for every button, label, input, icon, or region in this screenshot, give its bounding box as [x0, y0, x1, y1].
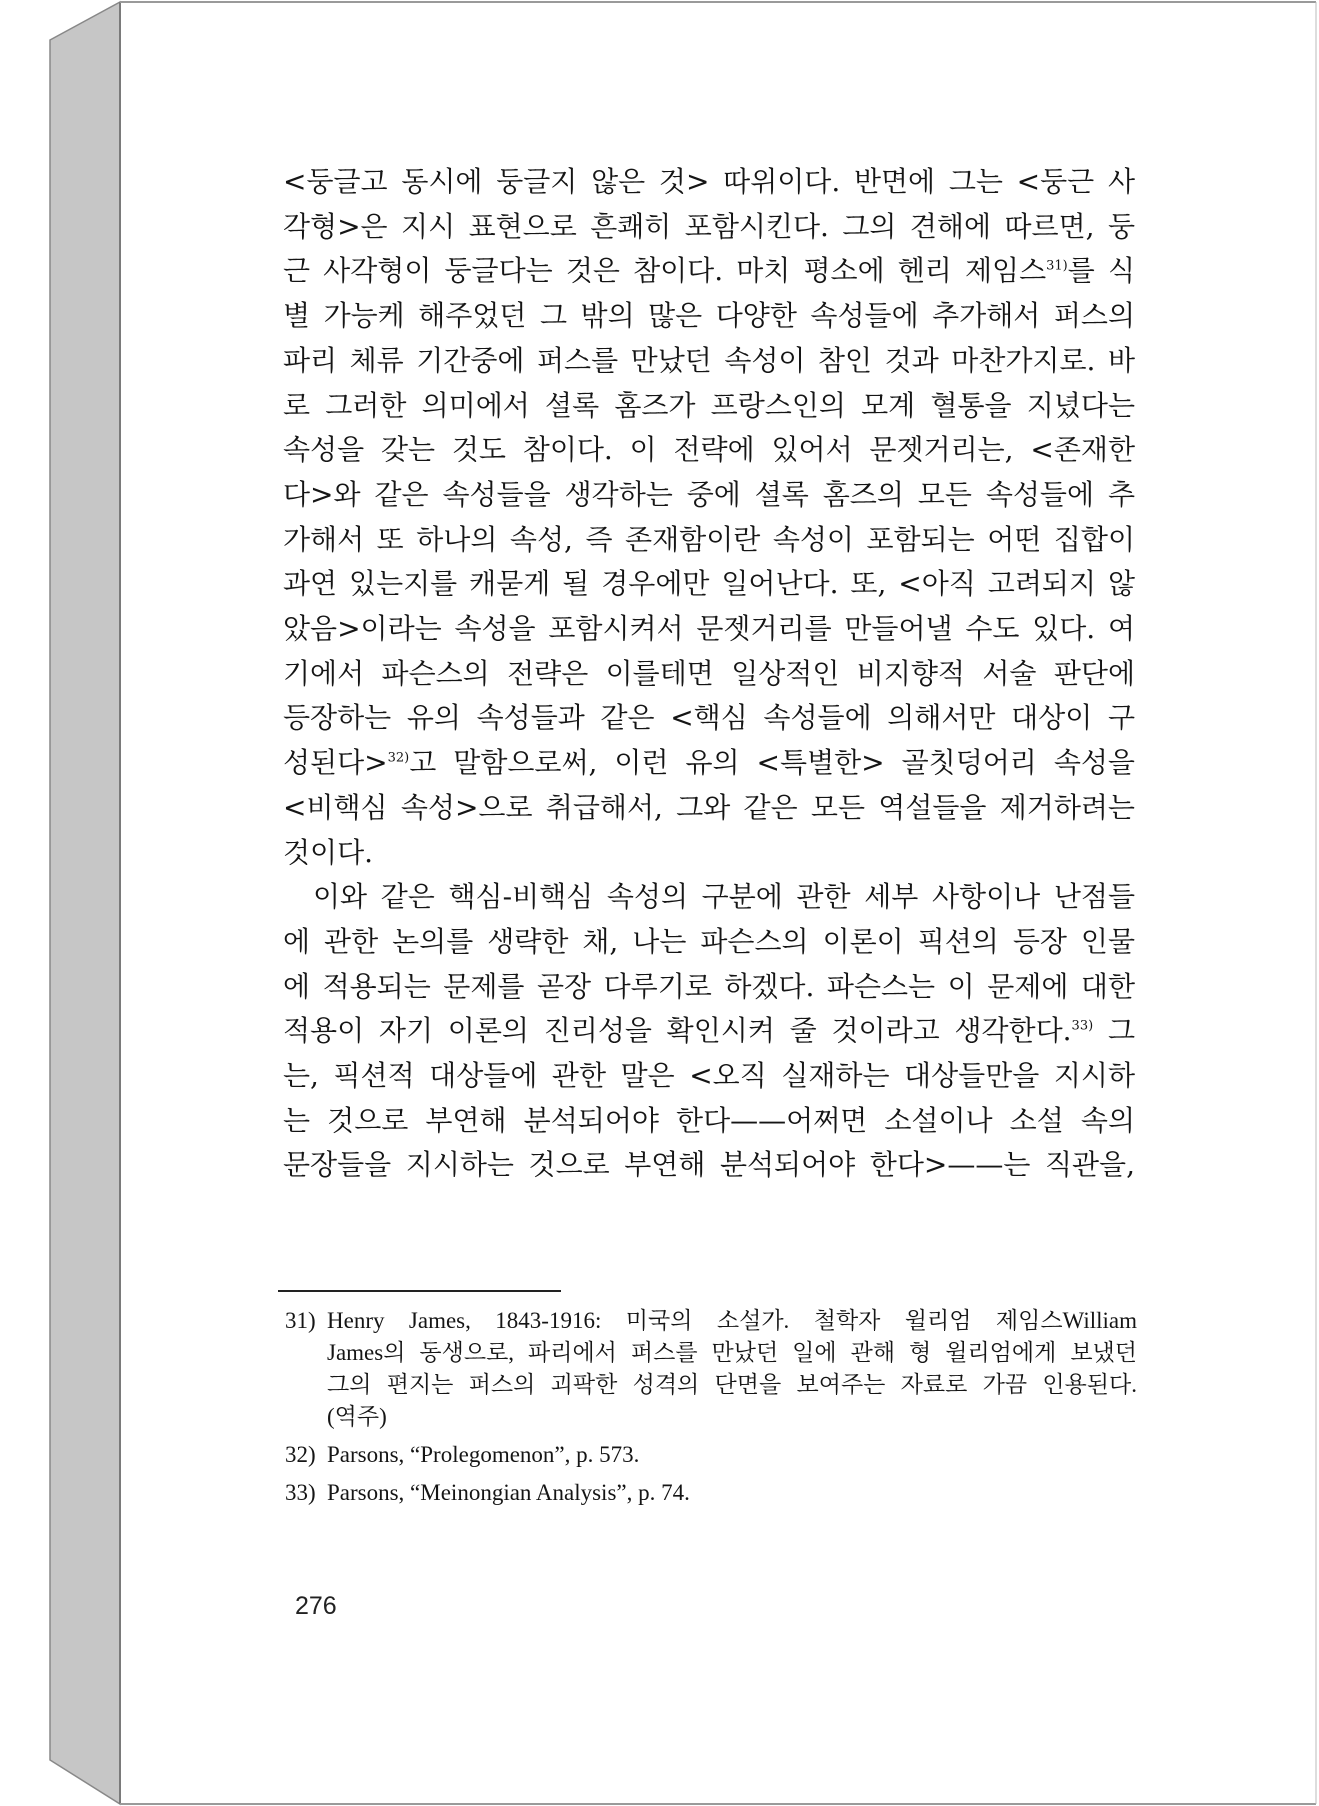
footnote-32	[285, 1439, 1137, 1471]
text-line: 각형>은 지시 표현으로 흔쾌히 포함시킨다. 그의 견해에 따르면, 둥	[283, 209, 1135, 243]
text-segment: 적용이 자기 이론의 진리성을 확인시켜 줄 것이라고 생각한다.	[283, 1014, 1072, 1048]
text-line: 가해서 또 하나의 속성, 즉 존재함이란 속성이 포함되는 어떤 집합이	[283, 522, 1135, 556]
text-line	[283, 249, 1135, 294]
text-segment: 근 사각형이 둥글다는 것은 참이다. 마치 평소에 헨리 제임스	[283, 254, 1047, 288]
footnote-33	[285, 1477, 1137, 1509]
text-line: 것이다.	[283, 835, 374, 869]
text-line: 문장들을 지시하는 것으로 부연해 분석되어야 한다>——는 직관을,	[283, 1148, 1135, 1182]
footnote-line: James의 동생으로, 파리에서 퍼스를 만났던 일에 관해 형 윌리엄에게 보냈던	[327, 1340, 1137, 1365]
text-line	[283, 1009, 1135, 1054]
footnotes	[285, 1305, 1137, 1515]
text-line: <비핵심 속성>으로 취급해서, 그와 같은 모든 역설들을 제거하려는	[283, 790, 1135, 824]
body-text	[283, 160, 1135, 1188]
text-line	[283, 741, 1135, 786]
footnote-number: 33)	[285, 1480, 316, 1505]
text-line: 는, 픽션적 대상들에 관한 말은 <오직 실재하는 대상들만을 지시하	[283, 1059, 1135, 1093]
text-line: 속성을 갖는 것도 참이다. 이 전략에 있어서 문젯거리는, <존재한	[283, 433, 1135, 467]
footnote-text	[327, 1305, 1137, 1433]
footnote-divider	[278, 1290, 561, 1292]
page-number: 276	[295, 1592, 337, 1620]
text-line: 별 가능케 해주었던 그 밖의 많은 다양한 속성들에 추가해서 퍼스의	[283, 299, 1135, 333]
text-line: 로 그러한 의미에서 셜록 홈즈가 프랑스인의 모계 혈통을 지녔다는	[283, 388, 1135, 422]
text-line: 등장하는 유의 속성들과 같은 <핵심 속성들에 의해서만 대상이 구	[283, 701, 1135, 735]
text-segment: 성된다>	[283, 746, 388, 780]
footnote-line: 그의 편지는 퍼스의 괴팍한 성격의 단면을 보여주는 자료로 가끔 인용된다.	[327, 1372, 1137, 1397]
text-line: <둥글고 동시에 둥글지 않은 것> 따위이다. 반면에 그는 <둥근 사	[283, 165, 1135, 198]
footnote-ref-31: 31)	[1046, 259, 1068, 275]
text-line: 파리 체류 기간중에 퍼스를 만났던 속성이 참인 것과 마찬가지로. 바	[283, 343, 1135, 377]
text-segment: 를 식	[1067, 254, 1135, 288]
footnote-31	[285, 1305, 1137, 1433]
text-line: 다>와 같은 속성들을 생각하는 중에 셜록 홈즈의 모든 속성들에 추	[283, 477, 1135, 511]
text-line: 과연 있는지를 캐묻게 될 경우에만 일어난다. 또, <아직 고려되지 않	[283, 567, 1135, 601]
text-segment: 고 말함으로써, 이런 유의 <특별한> 골칫덩어리 속성을	[409, 746, 1135, 780]
footnote-line: (역주)	[327, 1404, 387, 1429]
footnote-number: 31)	[285, 1308, 316, 1333]
text-line: 에 적용되는 문제를 곧장 다루기로 하겠다. 파슨스는 이 문제에 대한	[283, 969, 1135, 1003]
footnote-line: Parsons, “Prolegomenon”, p. 573.	[327, 1442, 640, 1467]
text-line: 는 것으로 부연해 분석되어야 한다——어쩌면 소설이나 소설 속의	[283, 1103, 1135, 1137]
text-line: 에 관한 논의를 생략한 채, 나는 파슨스의 이론이 픽션의 등장 인물	[283, 924, 1135, 958]
footnote-line: Henry James, 1843-1916: 미국의 소설가. 철학자 윌리엄 제임스William	[327, 1308, 1137, 1333]
text-line: 이와 같은 핵심-비핵심 속성의 구분에 관한 세부 사항이나 난점들	[313, 880, 1135, 914]
text-line: 았음>이라는 속성을 포함시켜서 문젯거리를 만들어낼 수도 있다. 여	[283, 612, 1135, 646]
footnote-text	[327, 1439, 1137, 1471]
footnote-number: 32)	[285, 1442, 316, 1467]
footnote-ref-33: 33)	[1071, 1019, 1094, 1035]
footnote-text	[327, 1477, 1137, 1509]
text-segment: 그	[1093, 1014, 1135, 1048]
book-page	[120, 0, 1319, 1806]
text-line: 기에서 파슨스의 전략은 이를테면 일상적인 비지향적 서술 판단에	[283, 656, 1135, 690]
footnote-line: Parsons, “Meinongian Analysis”, p. 74.	[327, 1480, 690, 1505]
footnote-ref-32: 32)	[387, 750, 410, 766]
